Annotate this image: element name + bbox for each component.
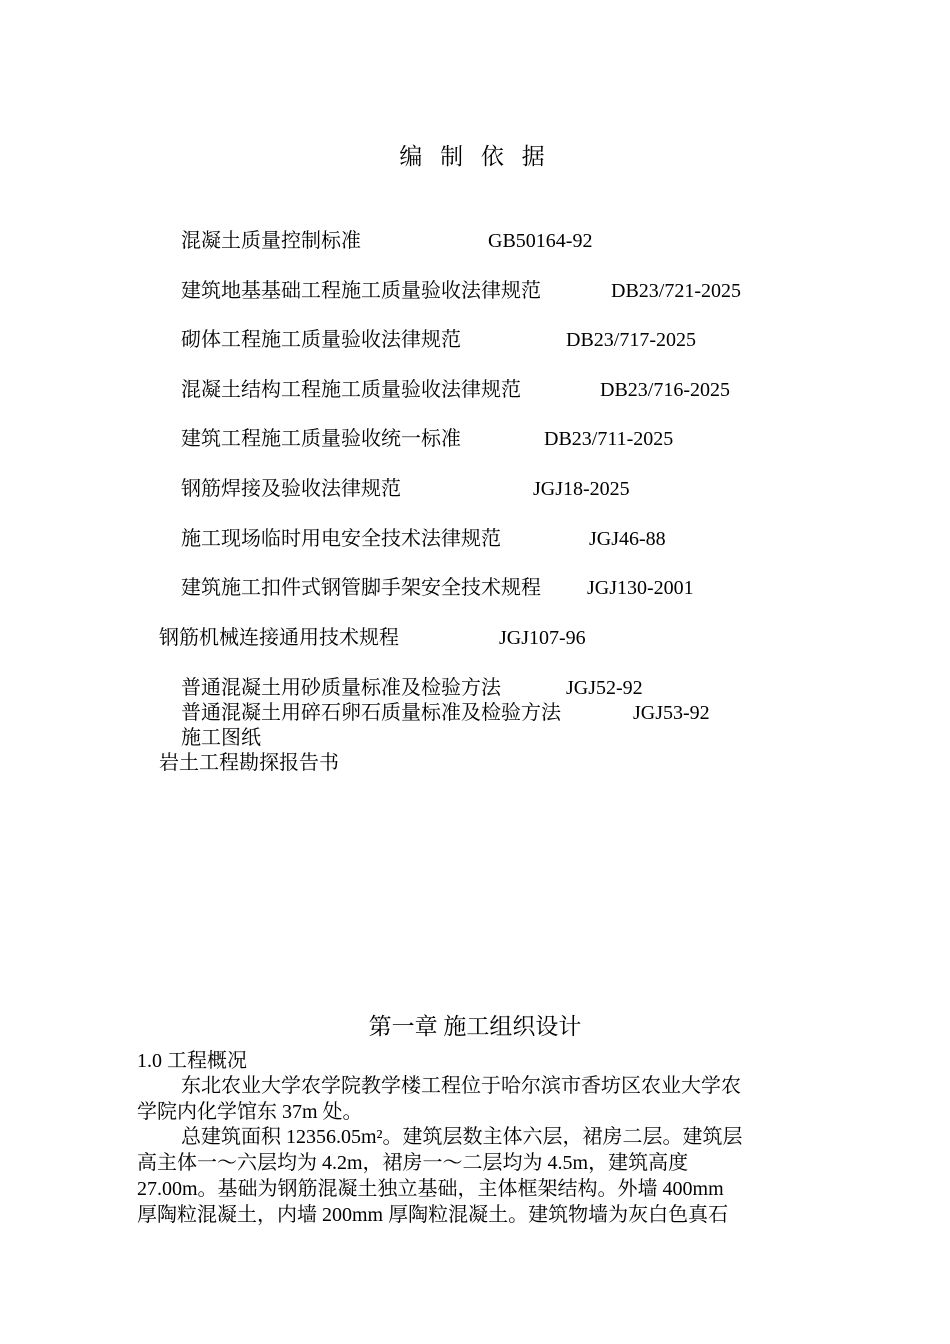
reference-code: JGJ46-88 xyxy=(589,528,666,550)
reference-name: 钢筋机械连接通用技术规程 xyxy=(159,627,399,649)
chapter-title: 第一章 施工组织设计 xyxy=(368,1014,582,1039)
reference-code: DB23/716-2025 xyxy=(600,379,730,401)
paragraph-line: 总建筑面积 12356.05m²。建筑层数主体六层，裙房二层。建筑层 xyxy=(181,1126,743,1148)
reference-item xyxy=(181,426,674,452)
reference-code: DB23/721-2025 xyxy=(611,280,741,302)
reference-name: 建筑施工扣件式钢管脚手架安全技术规程 xyxy=(181,577,541,599)
paragraph-line: 东北农业大学农学院教学楼工程位于哈尔滨市香坊区农业大学农 xyxy=(181,1075,741,1097)
reference-item xyxy=(181,278,741,304)
reference-code: JGJ53-92 xyxy=(633,702,710,724)
reference-item xyxy=(181,675,643,701)
reference-item xyxy=(181,700,710,726)
reference-name: 钢筋焊接及验收法律规范 xyxy=(181,478,401,500)
page-heading: 编 制 依 据 xyxy=(399,144,551,169)
reference-item xyxy=(159,750,339,776)
reference-name: 建筑地基基础工程施工质量验收法律规范 xyxy=(181,280,541,302)
reference-item xyxy=(181,327,696,353)
reference-name: 施工现场临时用电安全技术法律规范 xyxy=(181,528,501,550)
reference-name: 混凝土质量控制标准 xyxy=(181,230,361,252)
reference-item xyxy=(159,625,586,651)
paragraph-line: 学院内化学馆东 37m 处。 xyxy=(137,1101,363,1123)
reference-name: 普通混凝土用砂质量标准及检验方法 xyxy=(181,677,501,699)
paragraph-line: 27.00m。基础为钢筋混凝土独立基础，主体框架结构。外墙 400mm xyxy=(137,1178,724,1200)
reference-code: GB50164-92 xyxy=(488,230,593,252)
reference-item xyxy=(181,575,694,601)
reference-item xyxy=(181,476,630,502)
reference-name: 岩土工程勘探报告书 xyxy=(159,752,339,774)
paragraph-building-info xyxy=(137,1124,814,1228)
section-title: 1.0 工程概况 xyxy=(137,1050,247,1072)
reference-item xyxy=(181,228,593,254)
reference-name: 砌体工程施工质量验收法律规范 xyxy=(181,329,461,351)
reference-item xyxy=(181,526,666,552)
paragraph-line: 高主体一～六层均为 4.2m，裙房一～二层均为 4.5m，建筑高度 xyxy=(137,1152,689,1174)
reference-code: JGJ130-2001 xyxy=(587,577,694,599)
reference-name: 混凝土结构工程施工质量验收法律规范 xyxy=(181,379,521,401)
reference-code: JGJ107-96 xyxy=(499,627,586,649)
reference-name: 建筑工程施工质量验收统一标准 xyxy=(181,428,461,450)
reference-name: 施工图纸 xyxy=(181,727,261,749)
reference-name: 普通混凝土用碎石卵石质量标准及检验方法 xyxy=(181,702,561,724)
reference-code: DB23/711-2025 xyxy=(544,428,674,450)
reference-item xyxy=(181,377,730,403)
reference-item xyxy=(181,725,261,751)
paragraph-line: 厚陶粒混凝土，内墙 200mm 厚陶粒混凝土。建筑物墙为灰白色真石 xyxy=(137,1204,729,1226)
paragraph-location xyxy=(137,1073,814,1125)
reference-code: JGJ52-92 xyxy=(566,677,643,699)
reference-code: JGJ18-2025 xyxy=(533,478,630,500)
reference-code: DB23/717-2025 xyxy=(566,329,696,351)
